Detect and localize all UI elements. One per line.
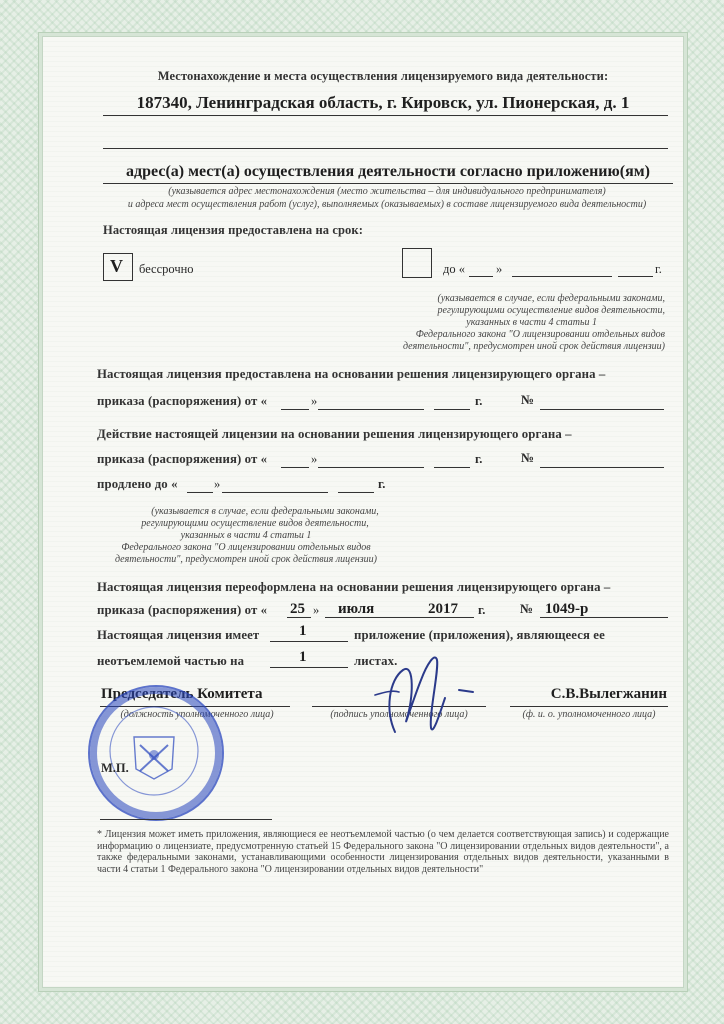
until-date-checkbox[interactable] xyxy=(402,248,432,278)
seal-emblem-icon xyxy=(88,685,220,817)
indefinite-label: бессрочно xyxy=(139,262,194,276)
term-until-label: до « xyxy=(443,262,465,276)
reissue-year: 2017 xyxy=(428,601,458,617)
term-note-line: регулирующими осуществление видов деятельности, xyxy=(437,305,665,316)
sheets-count-line xyxy=(270,667,348,668)
extended-note-line: регулирующими осуществление видов деятельности, xyxy=(141,518,369,529)
address-blank-line xyxy=(103,148,668,149)
extended-month-line xyxy=(222,492,328,493)
handwritten-signature xyxy=(355,640,485,750)
seal-label: М.П. xyxy=(101,761,129,775)
term-note xyxy=(360,293,665,353)
extended-year-line xyxy=(338,492,374,493)
term-month-line xyxy=(512,276,612,277)
basis-order-label: приказа (распоряжения) от « xyxy=(97,394,268,408)
basis-year-line xyxy=(434,409,470,410)
sheets-suffix: листах. xyxy=(354,654,398,668)
reissue-day: 25 xyxy=(290,601,305,617)
basis-number-label: № xyxy=(521,392,535,407)
address-note-line1: (указывается адрес местонахождения (место жительства – для индивидуального предпринимателя) xyxy=(168,186,606,197)
seal-line xyxy=(100,819,272,820)
term-note-line: Федерального закона "О лицензировании отдельных видов xyxy=(415,329,665,340)
term-note-line: (указывается в случае, если федеральными законами, xyxy=(437,293,665,304)
location-heading: Местонахождение и места осуществления лицензируемого вида деятельности: xyxy=(157,69,609,83)
reissue-number-line xyxy=(540,617,668,618)
term-note-line: указанных в части 4 статьи 1 xyxy=(466,317,597,328)
validity-number-line xyxy=(540,467,664,468)
address-note-line2: и адреса мест осуществления работ (услуг), выполняемых (оказываемых) в составе лицензируемого вида деятельности) xyxy=(127,199,647,210)
term-day-line xyxy=(469,276,493,277)
extended-note-line: деятельности", предусмотрен иной срок действия лицензии) xyxy=(115,554,377,565)
reissue-day-line xyxy=(287,617,311,618)
basis-day-line xyxy=(281,409,309,410)
signer-name: С.В.Вылегжанин xyxy=(550,686,667,702)
validity-month-line xyxy=(318,467,424,468)
validity-number-label: № xyxy=(521,450,535,465)
signer-position-caption: (должность уполномоченного лица) xyxy=(120,709,274,720)
term-quote-close: » xyxy=(496,262,503,276)
reissue-number-label: № xyxy=(520,601,534,616)
address-places-value: адрес(а) мест(а) осуществления деятельности согласно приложению(ям) xyxy=(126,163,650,180)
basis-year-suffix: г. xyxy=(475,394,483,408)
basis-number-line xyxy=(540,409,664,410)
integral-label: неотъемлемой частью на xyxy=(97,654,245,668)
term-heading: Настоящая лицензия предоставлена на срок: xyxy=(103,223,363,237)
attachments-label: Настоящая лицензия имеет xyxy=(97,628,260,642)
validity-order-label: приказа (распоряжения) от « xyxy=(97,452,268,466)
reissue-year-line xyxy=(426,617,474,618)
validity-year-line xyxy=(434,467,470,468)
extended-note-line: Федерального закона "О лицензировании отдельных видов xyxy=(121,542,371,553)
reissue-heading: Настоящая лицензия переоформлена на основании решения лицензирующего органа – xyxy=(97,580,611,594)
signer-position: Председатель Комитета xyxy=(101,686,263,702)
reissue-year-suffix: г. xyxy=(478,603,486,617)
signer-name-line xyxy=(510,706,668,707)
address-places-underline xyxy=(103,183,673,184)
basis-heading: Настоящая лицензия предоставлена на основании решения лицензирующего органа – xyxy=(97,367,606,381)
address-underline xyxy=(103,115,668,116)
footnote: * Лицензия может иметь приложения, являющиеся ее неотъемлемой частью (о чем делается соответствующая запись) и содержащие информацию о лицензиате, предусмотренную статьей 15 Федерального закона "О лицензировании отдельных видов деятельности", а также федеральными законами, устанавливающими особенности лицензирования отдельных видов деятельности, указанными в части 4 статьи 1 Федерального закона "О лицензировании отдельных видов деятельности" xyxy=(97,829,669,875)
extended-label: продлено до « xyxy=(97,477,178,491)
validity-quote-close: » xyxy=(311,452,318,466)
extended-note-line: указанных в части 4 статьи 1 xyxy=(180,530,312,541)
attachments-count-line xyxy=(270,641,348,642)
validity-year-suffix: г. xyxy=(475,452,483,466)
address-value: 187340, Ленинградская область, г. Кировск, ул. Пионерская, д. 1 xyxy=(136,93,630,112)
reissue-month: июля xyxy=(338,601,375,617)
extended-year-suffix: г. xyxy=(378,477,386,491)
reissue-number: 1049-р xyxy=(545,601,589,617)
basis-quote-close: » xyxy=(311,394,318,408)
extended-day-line xyxy=(187,492,213,493)
validity-heading: Действие настоящей лицензии на основании решения лицензирующего органа – xyxy=(97,427,572,441)
basis-month-line xyxy=(318,409,424,410)
extended-quote-close: » xyxy=(214,477,221,491)
term-year-suffix: г. xyxy=(655,262,662,276)
checkbox-mark: V xyxy=(110,256,123,276)
reissue-month-line xyxy=(325,617,427,618)
official-seal xyxy=(88,685,224,821)
term-year-line xyxy=(618,276,653,277)
reissue-order-label: приказа (распоряжения) от « xyxy=(97,603,268,617)
extended-note xyxy=(96,506,396,566)
term-note-line: деятельности", предусмотрен иной срок действия лицензии) xyxy=(403,341,665,352)
validity-day-line xyxy=(281,467,309,468)
extended-note-line: (указывается в случае, если федеральными законами, xyxy=(151,506,379,517)
indefinite-checkbox[interactable] xyxy=(103,253,133,281)
attachments-count: 1 xyxy=(299,623,307,639)
signer-name-caption: (ф. и. о. уполномоченного лица) xyxy=(522,709,656,720)
signature-caption: (подпись уполномоченного лица) xyxy=(330,709,468,720)
reissue-quote-close: » xyxy=(313,603,320,617)
attachments-suffix: приложение (приложения), являющееся ее xyxy=(354,628,605,642)
sheets-count: 1 xyxy=(299,649,307,665)
